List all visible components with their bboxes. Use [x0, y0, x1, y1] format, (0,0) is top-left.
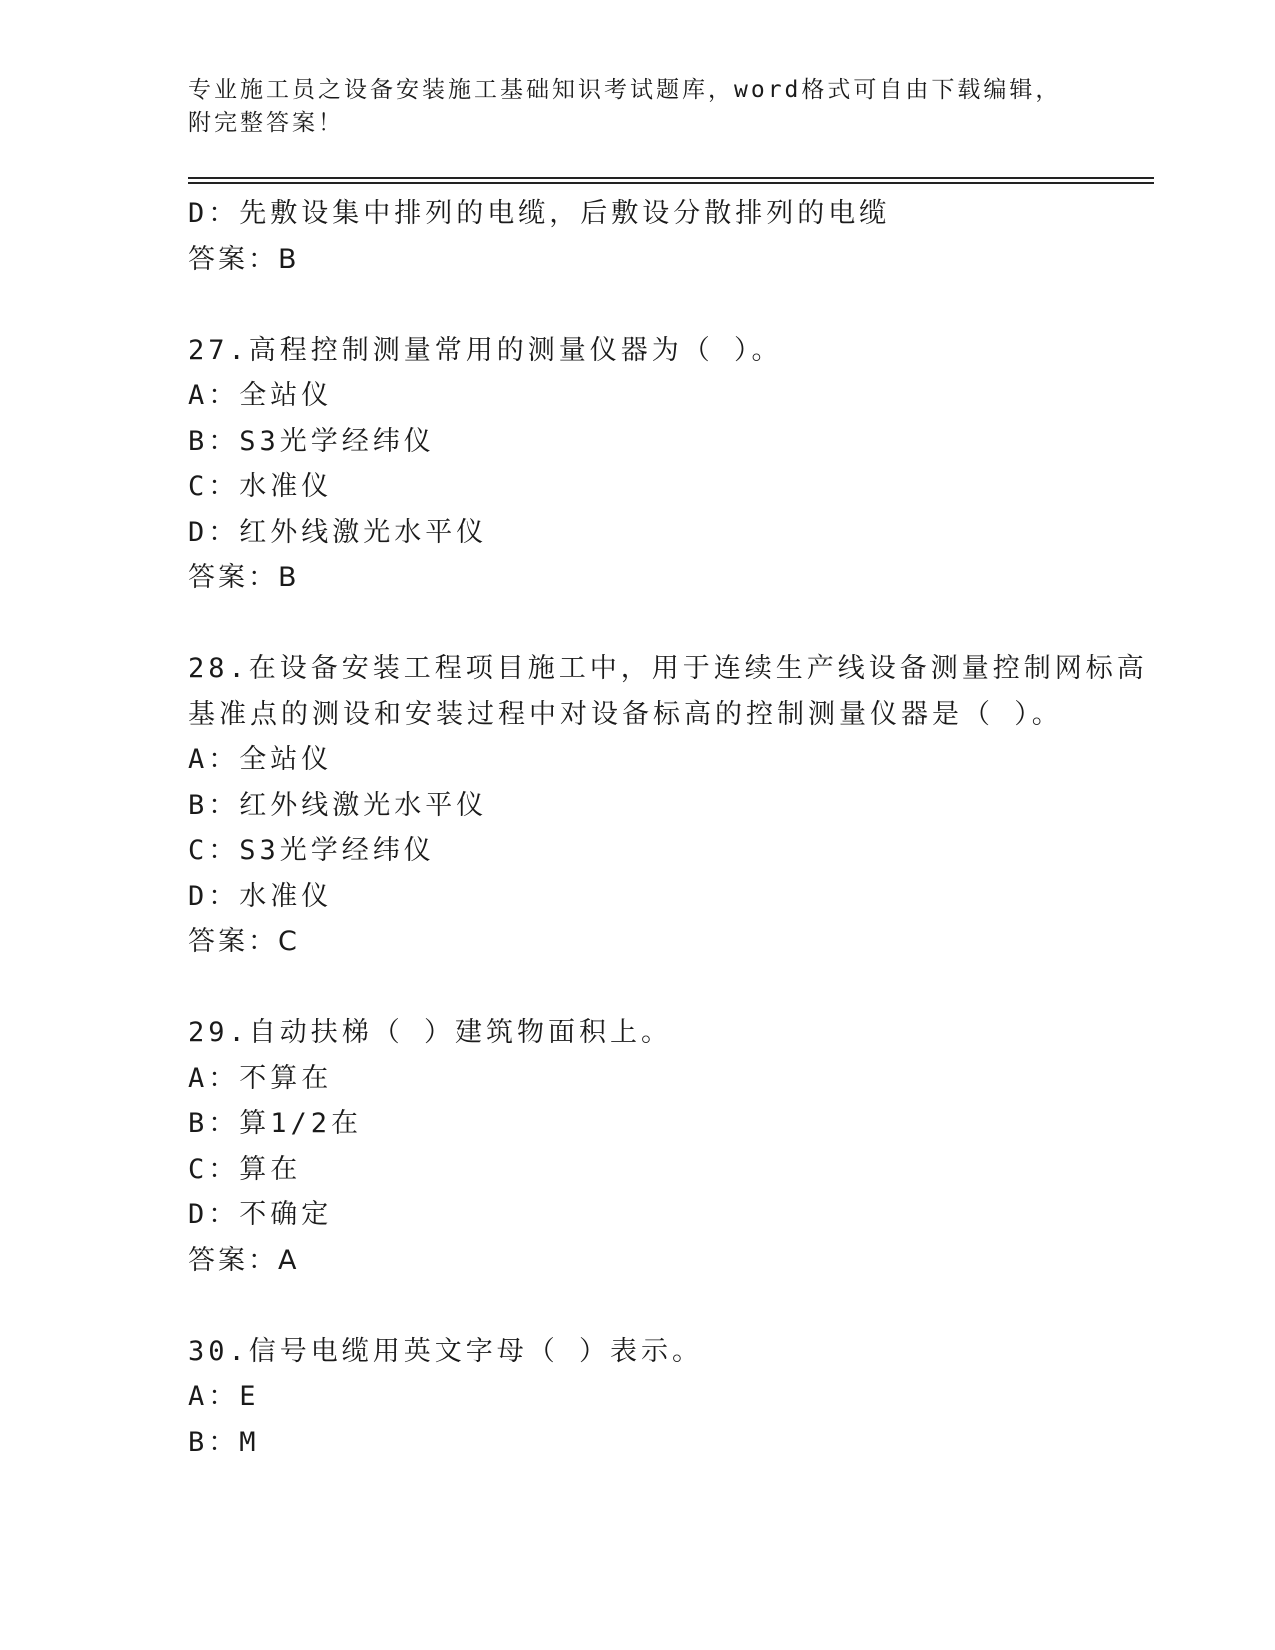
spacer	[188, 965, 1088, 1011]
option-c: C：水准仪	[188, 471, 333, 502]
option-b: B：算1/2在	[188, 1108, 363, 1139]
question-stem-line-1: 28.在设备安装工程项目施工中，用于连续生产线设备测量控制网标高	[188, 653, 1148, 684]
spacer	[188, 601, 1088, 647]
option-d: D：水准仪	[188, 880, 333, 912]
option-d: D：先敷设集中排列的电缆，后敷设分散排列的电缆	[188, 198, 891, 229]
answer-line: 答案：B	[188, 562, 300, 593]
answer-line: 答案：C	[188, 926, 300, 957]
option-a: A：全站仪	[188, 744, 333, 775]
question-list	[188, 191, 1148, 1465]
document-header: 专业施工员之设备安装施工基础知识考试题库，word格式可自由下载编辑，附完整答案！	[188, 77, 1062, 136]
header-rule-top	[188, 177, 1154, 179]
option-a: A：不算在	[188, 1062, 333, 1094]
option-b: B：S3光学经纬仪	[188, 425, 435, 457]
question-30	[188, 1329, 1088, 1466]
option-b: B：M	[188, 1426, 260, 1458]
option-a: A：全站仪	[188, 380, 333, 411]
question-stem: 29.自动扶梯（ ）建筑物面积上。	[188, 1017, 673, 1048]
option-d: D：红外线激光水平仪	[188, 516, 488, 548]
answer-line: 答案：A	[188, 1244, 300, 1276]
option-c: C：算在	[188, 1153, 302, 1185]
option-b: B：红外线激光水平仪	[188, 789, 488, 821]
previous-question-tail	[188, 191, 1088, 282]
question-stem-line-2: 基准点的测设和安装过程中对设备标高的控制测量仪器是（ ）。	[188, 698, 1063, 730]
question-27	[188, 328, 1088, 601]
question-stem: 30.信号电缆用英文字母（ ）表示。	[188, 1335, 704, 1367]
spacer	[188, 282, 1088, 328]
question-28	[188, 646, 1148, 965]
answer-line: 答案：B	[188, 243, 300, 275]
question-stem: 27.高程控制测量常用的测量仪器为（ ）。	[188, 334, 783, 366]
option-c: C：S3光学经纬仪	[188, 835, 435, 866]
option-a: A：E	[188, 1381, 260, 1412]
option-d: D：不确定	[188, 1199, 333, 1230]
header-rule-bottom	[188, 182, 1154, 184]
question-29	[188, 1010, 1088, 1283]
spacer	[188, 1283, 1088, 1329]
